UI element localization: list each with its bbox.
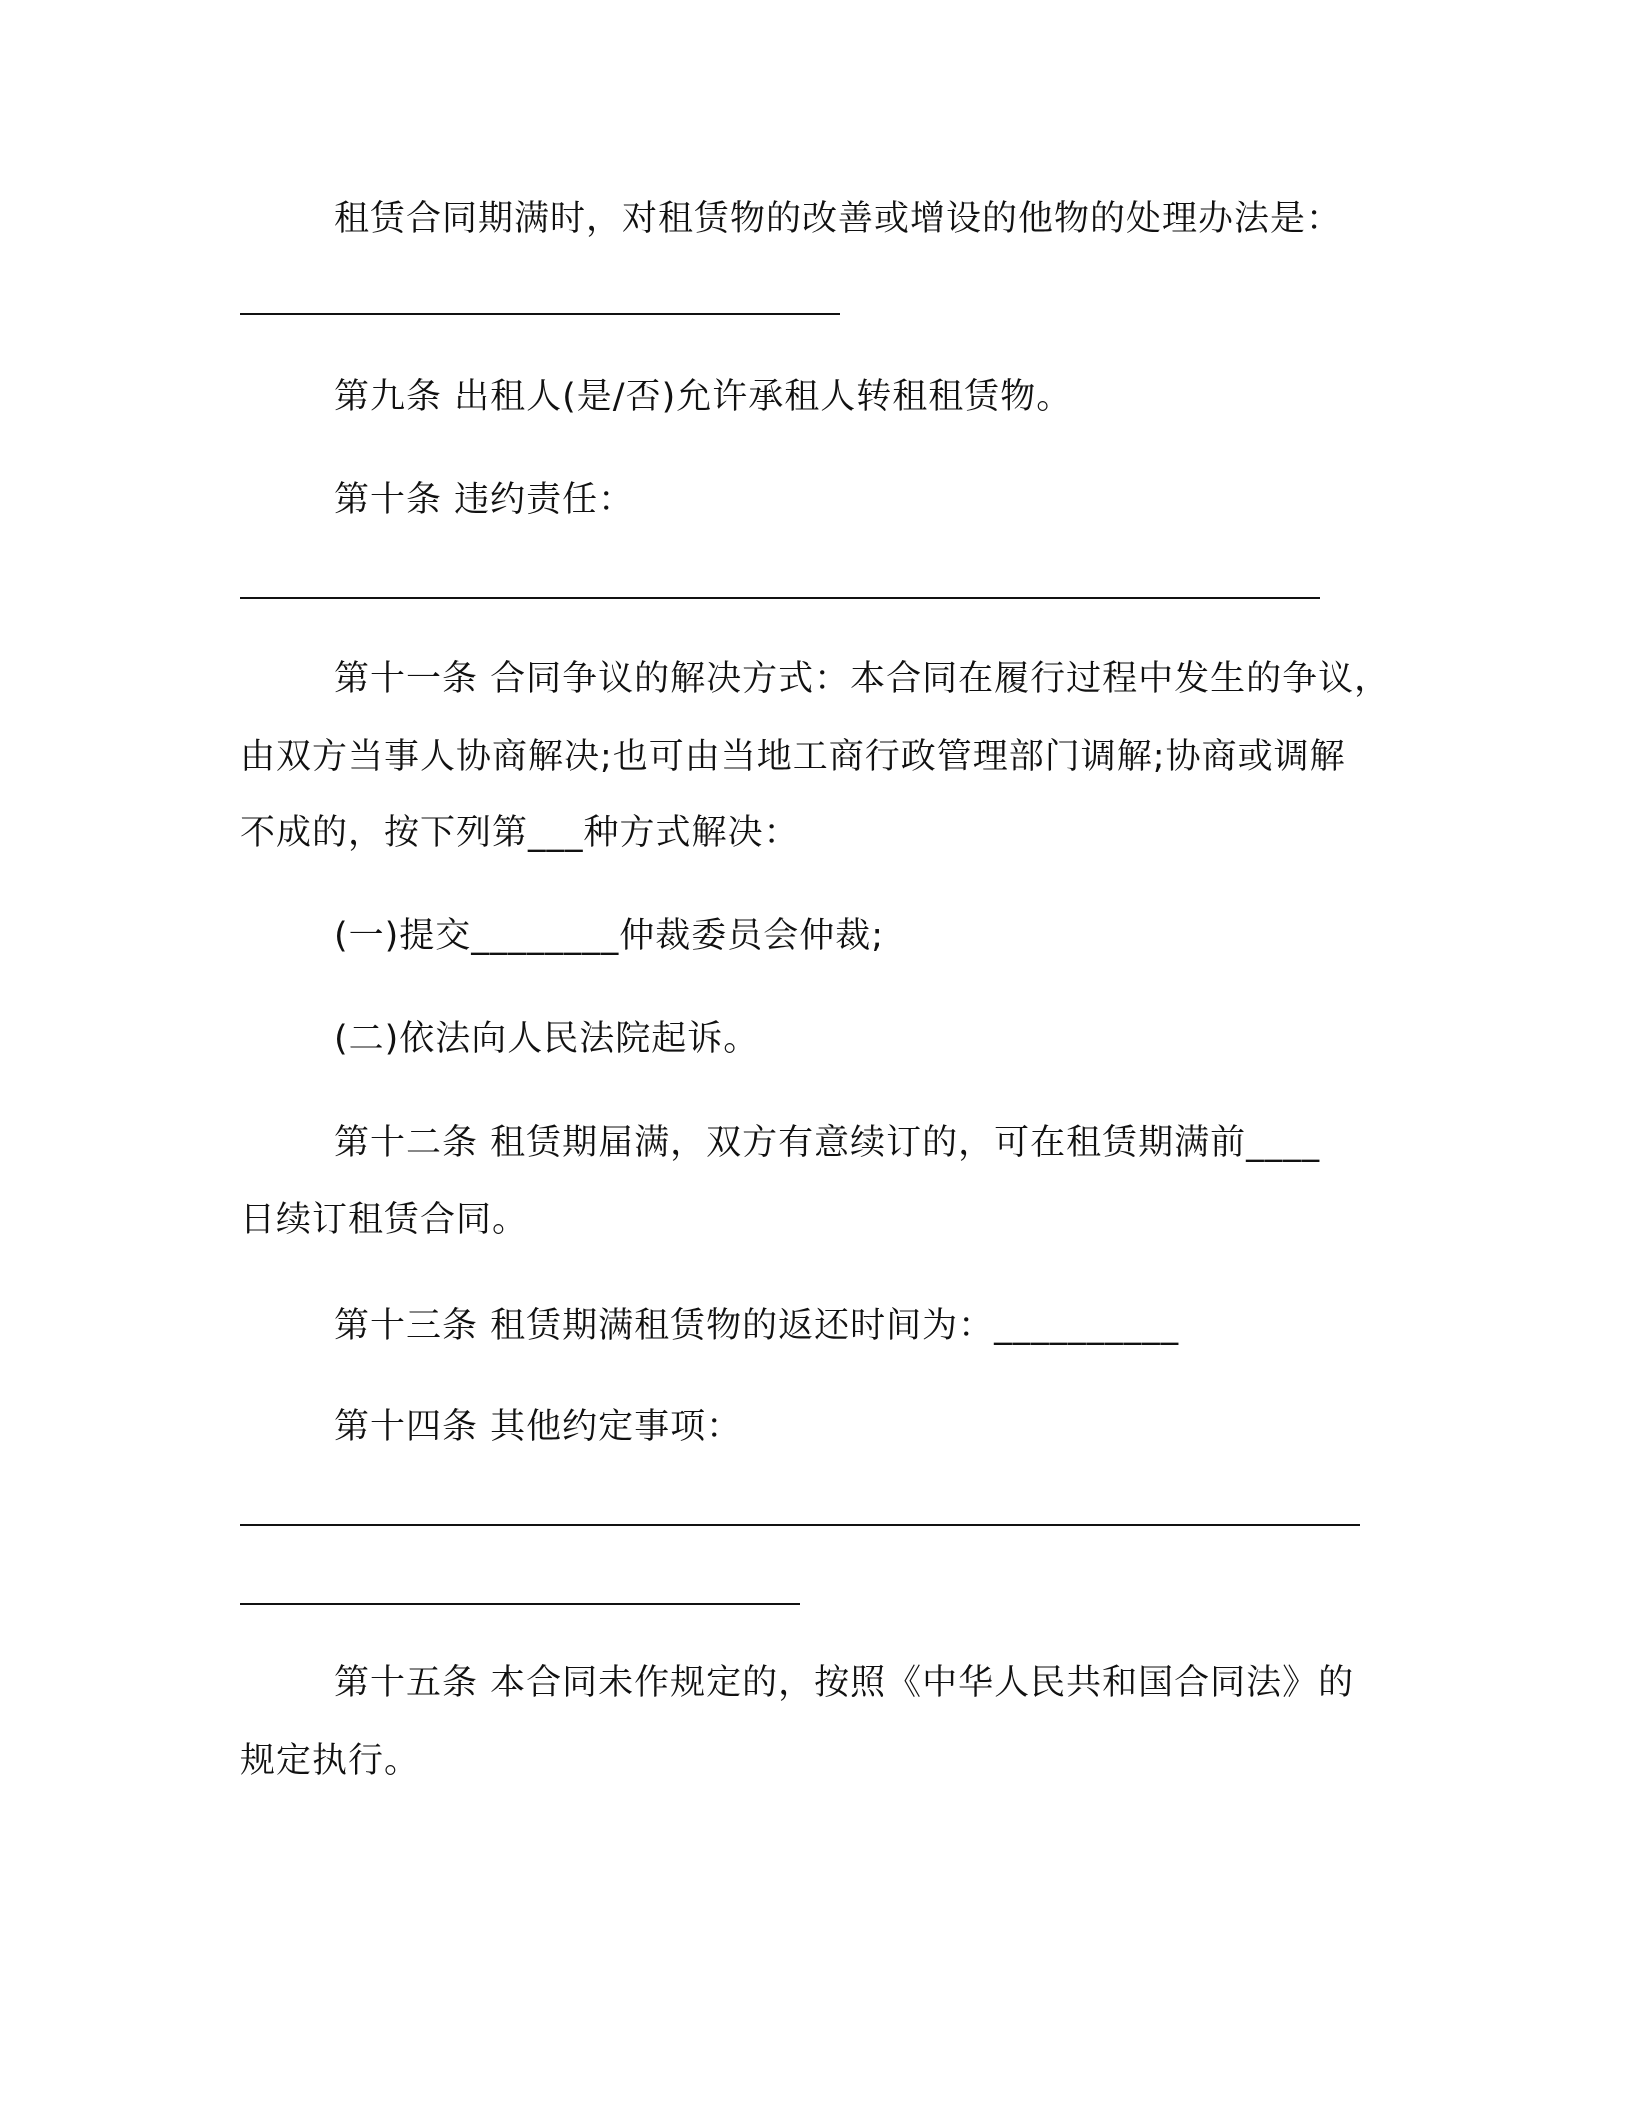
article-15-line-1: 第十五条 本合同未作规定的，按照《中华人民共和国合同法》的 [334,1663,1355,1703]
blank-line-improvements [240,313,840,315]
article-11-option-2: (二)依法向人民法院起诉。 [334,1019,760,1059]
article-11-option-1: (一)提交________仲裁委员会仲裁; [334,916,885,956]
article-13: 第十三条 租赁期满租赁物的返还时间为：__________ [334,1306,1180,1346]
article-10: 第十条 违约责任： [334,480,635,520]
article-11-line-1: 第十一条 合同争议的解决方式：本合同在履行过程中发生的争议， [334,659,1391,699]
paragraph-improvements: 租赁合同期满时，对租赁物的改善或增设的他物的处理办法是： [334,199,1343,239]
article-11-line-3: 不成的，按下列第___种方式解决： [240,813,800,853]
article-9: 第九条 出租人(是/否)允许承租人转租租赁物。 [334,377,1073,417]
blank-line-other-1 [240,1524,1360,1526]
blank-line-other-2 [240,1603,800,1605]
article-12-line-2: 日续订租赁合同。 [240,1200,529,1240]
article-15-line-2: 规定执行。 [240,1741,421,1781]
article-11-line-2: 由双方当事人协商解决;也可由当地工商行政管理部门调解;协商或调解 [240,737,1346,777]
article-14: 第十四条 其他约定事项： [334,1407,743,1447]
article-12-line-1: 第十二条 租赁期届满，双方有意续订的，可在租赁期满前____ [334,1123,1321,1163]
blank-line-breach [240,597,1320,599]
